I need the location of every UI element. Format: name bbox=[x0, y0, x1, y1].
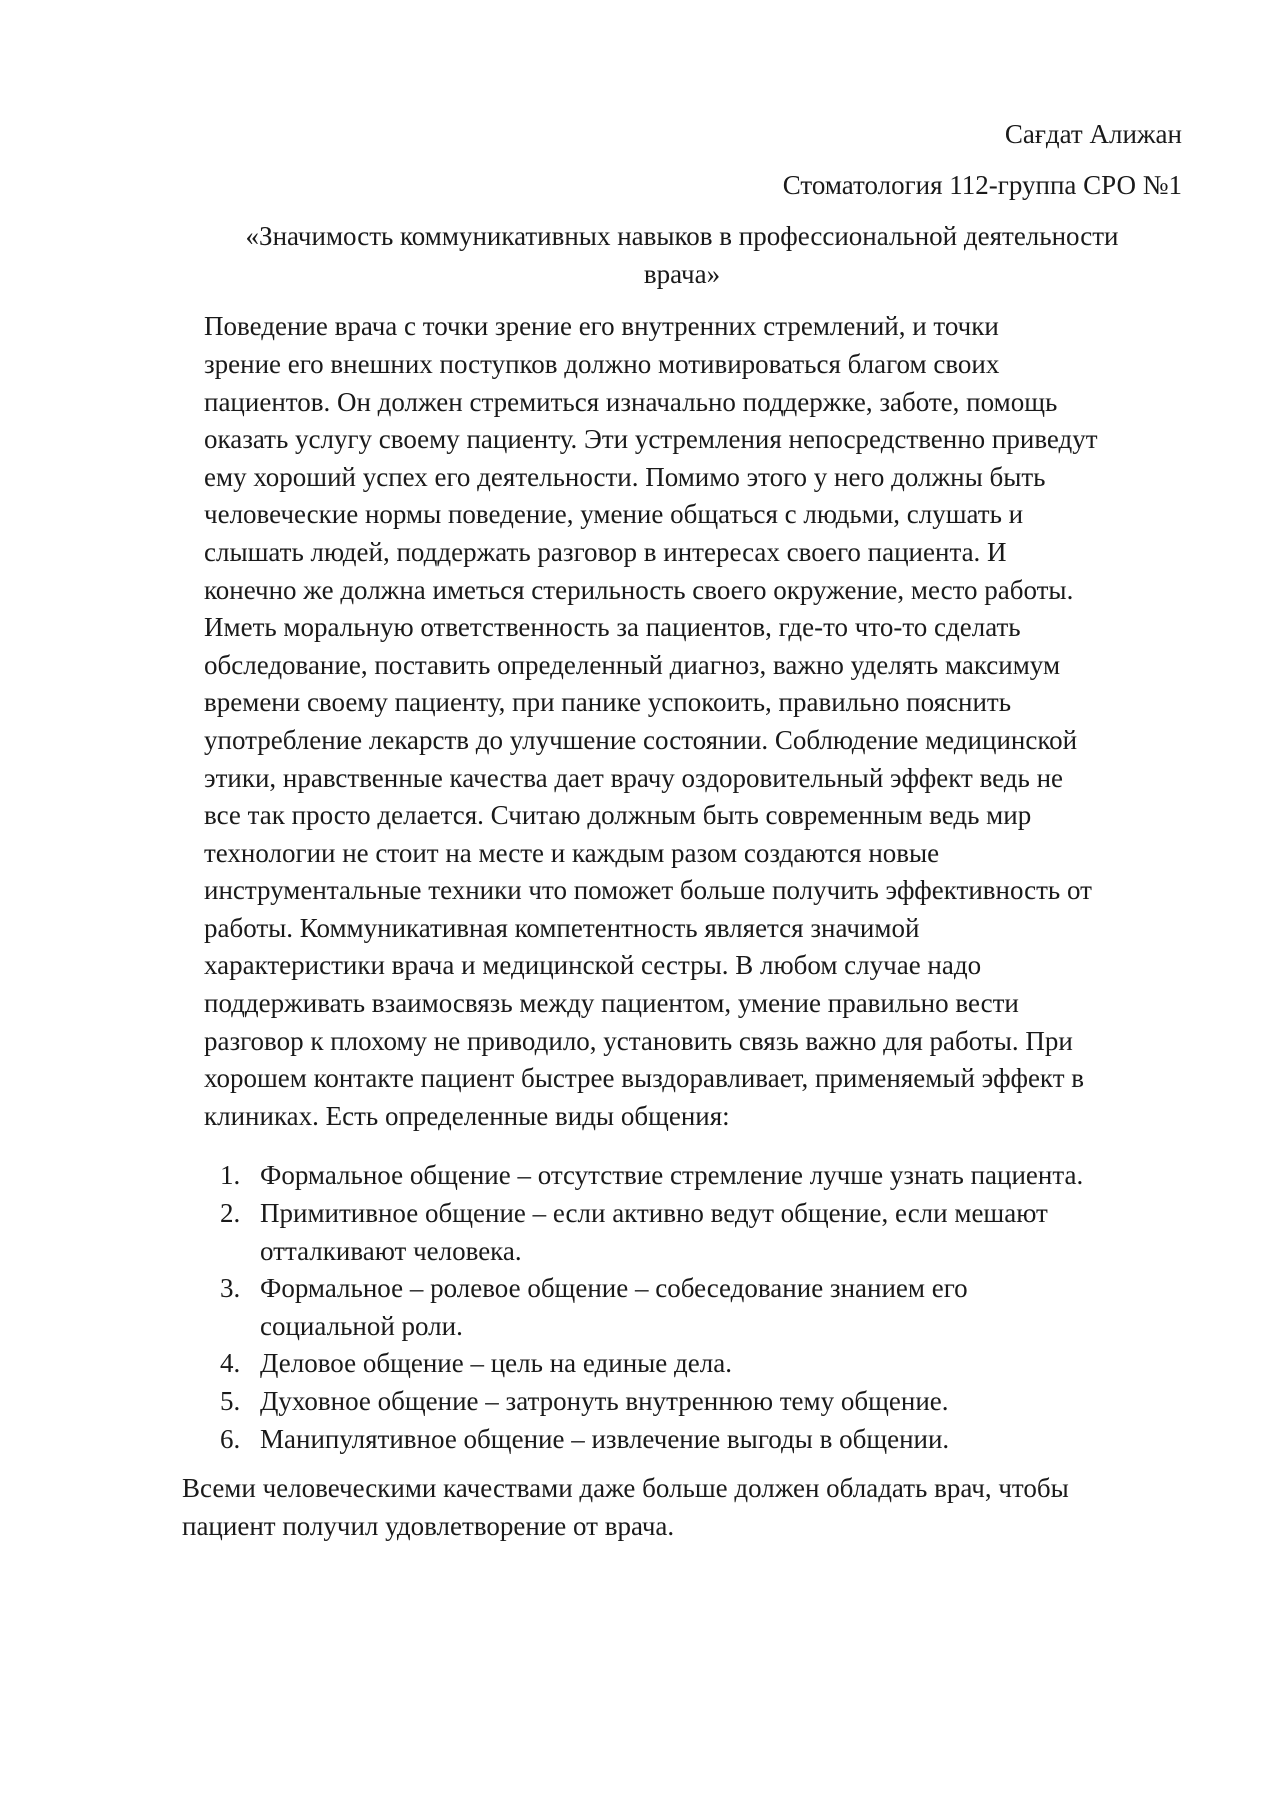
list-item bbox=[182, 1421, 1182, 1459]
group-line: Стоматология 112-группа СРО №1 bbox=[782, 169, 1182, 200]
paragraph-line: пациентов. Он должен стремиться изначально поддержке, заботе, помощь bbox=[204, 386, 1058, 417]
list-item bbox=[182, 1157, 1182, 1195]
paragraph-line: разговор к плохому не приводило, установить связь важно для работы. При bbox=[204, 1025, 1073, 1056]
paragraph-line: поддерживать взаимосвязь между пациентом, умение правильно вести bbox=[204, 988, 1019, 1019]
list-number: 3. bbox=[220, 1273, 241, 1304]
list-item-text: Примитивное общение – если активно ведут общение, если мешают bbox=[260, 1198, 1048, 1229]
paragraph-line: все так просто делается. Считаю должным быть современным ведь мир bbox=[204, 800, 1032, 831]
list-item-text: отталкивают человека. bbox=[260, 1235, 522, 1266]
title-line-2: врача» bbox=[643, 258, 721, 289]
paragraph-line: этики, нравственные качества дает врачу оздоровительный эффект ведь не bbox=[204, 762, 1064, 793]
paragraph-line: обследование, поставить определенный диагноз, важно уделять максимум bbox=[204, 649, 1061, 680]
list-item bbox=[182, 1195, 1182, 1270]
paragraph-line: работы. Коммуникативная компетентность является значимой bbox=[204, 912, 920, 943]
list-item-text: Формальное – ролевое общение – собеседование знанием его bbox=[260, 1273, 968, 1304]
paragraph-line: Иметь моральную ответственность за пациентов, где-то что-то сделать bbox=[204, 612, 1021, 643]
list-number: 6. bbox=[220, 1423, 241, 1454]
list-item bbox=[182, 1270, 1182, 1345]
communication-types-list bbox=[182, 1157, 1182, 1458]
list-item bbox=[182, 1345, 1182, 1383]
list-item bbox=[182, 1383, 1182, 1421]
conclusion-paragraph bbox=[182, 1470, 1182, 1545]
paragraph-line: зрение его внешних поступков должно мотивироваться благом своих bbox=[204, 348, 1000, 379]
paragraph-line: оказать услугу своему пациенту. Эти устремления непосредственно приведут bbox=[204, 424, 1098, 455]
author-name: Сағдат Алижан bbox=[1004, 119, 1182, 149]
paragraph-line: времени своему пациенту, при панике успокоить, правильно пояснить bbox=[204, 687, 1012, 718]
paragraph-line: характеристики врача и медицинской сестры. В любом случае надо bbox=[204, 950, 982, 981]
list-number: 5. bbox=[220, 1386, 241, 1416]
list-item-text: социальной роли. bbox=[260, 1310, 463, 1341]
list-item-text: Духовное общение – затронуть внутреннюю тему общение. bbox=[260, 1386, 949, 1416]
paragraph-line: конечно же должна иметься стерильность своего окружение, место работы. bbox=[204, 574, 1074, 605]
paragraph-line: клиниках. Есть определенные виды общения: bbox=[204, 1100, 730, 1131]
paragraph-line: слышать людей, поддержать разговор в интересах своего пациента. И bbox=[204, 536, 1007, 567]
paragraph-line: хорошем контакте пациент быстрее выздоравливает, применяемый эффект в bbox=[204, 1063, 1084, 1094]
document-content bbox=[182, 116, 1182, 1545]
paragraph-line: употребление лекарств до улучшение состоянии. Соблюдение медицинской bbox=[204, 724, 1078, 755]
paragraph-line: технологии не стоит на месте и каждым разом создаются новые bbox=[204, 837, 940, 868]
list-number: 4. bbox=[220, 1348, 241, 1379]
paragraph-line: Поведение врача с точки зрение его внутренних стремлений, и точки bbox=[204, 311, 999, 342]
list-number: 2. bbox=[220, 1198, 241, 1229]
list-item-text: Деловое общение – цель на единые дела. bbox=[260, 1348, 732, 1379]
document-title bbox=[182, 218, 1182, 293]
list-item-text: Манипулятивное общение – извлечение выгоды в общении. bbox=[260, 1423, 950, 1454]
title-line-1: «Значимость коммуникативных навыков в профессиональной деятельности bbox=[245, 221, 1119, 252]
paragraph-line: ему хороший успех его деятельности. Помимо этого у него должны быть bbox=[204, 461, 1046, 492]
list-number: 1. bbox=[220, 1160, 241, 1191]
conclusion-line: Всеми человеческими качествами даже больше должен обладать врач, чтобы bbox=[182, 1473, 1069, 1504]
paragraph-line: инструментальные техники что поможет больше получить эффективность от bbox=[204, 875, 1092, 906]
list-item-text: Формальное общение – отсутствие стремление лучше узнать пациента. bbox=[260, 1160, 1084, 1191]
conclusion-line: пациент получил удовлетворение от врача. bbox=[182, 1510, 675, 1541]
paragraph-line: человеческие нормы поведение, умение общаться с людьми, слушать и bbox=[204, 499, 1024, 530]
main-paragraph bbox=[182, 308, 1182, 1135]
